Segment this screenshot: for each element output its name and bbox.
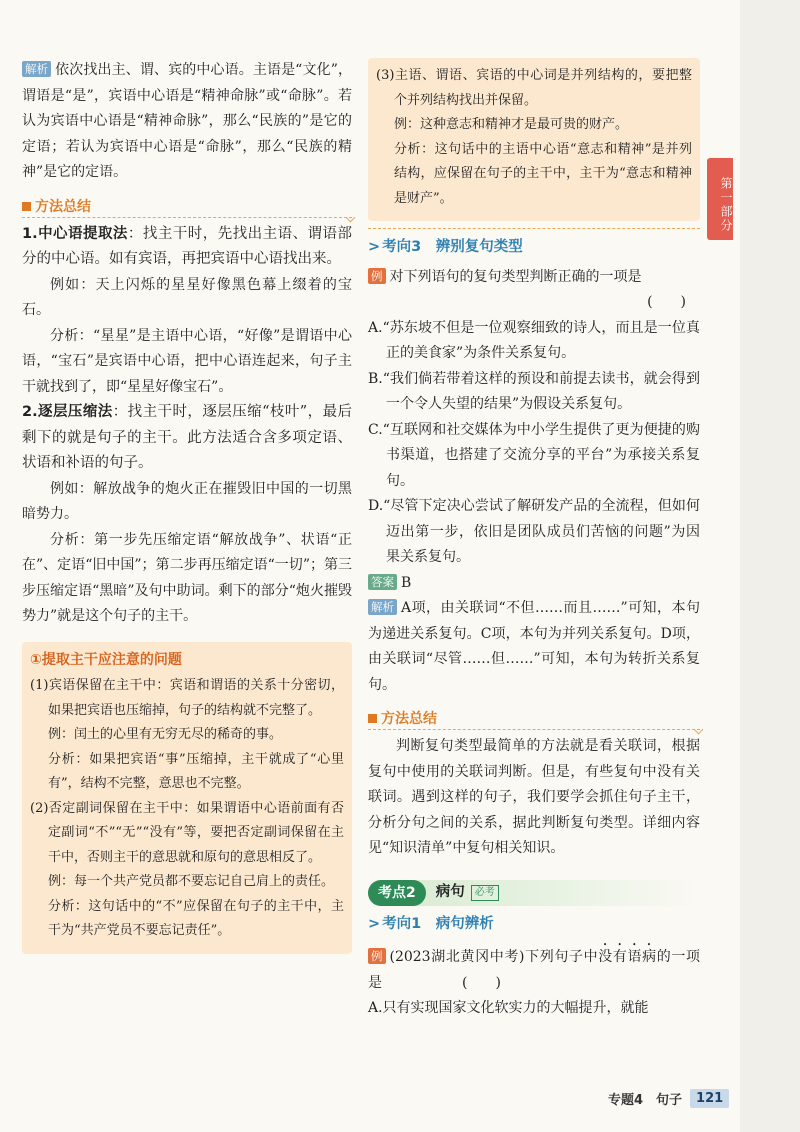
- option-c: C.“互联网和社交媒体为中小学生提供了更为便捷的购书渠道，也搭建了交流分享的平台”为承接关系复句。: [368, 421, 700, 489]
- note-point-1-example: 例：闰土的心里有无穷无尽的稀奇的事。: [48, 727, 283, 742]
- bullet-square-icon: [22, 202, 31, 211]
- item-number: 1.: [22, 225, 38, 242]
- method-item-1-example: 例如：天上闪烁的星星好像黑色幕上缀着的宝石。: [22, 276, 352, 318]
- analysis-text: A项，由关联词“不但……而且……”可知，本句为递进关系复句。C项，本句为并列关系复句。D项，由关联词“尽管……但……”可知，本句为转折关系复句。: [368, 600, 700, 693]
- example-tag: 例: [368, 268, 386, 284]
- method-item-1: [22, 222, 352, 273]
- method-summary-heading: [368, 708, 700, 730]
- must-test-badge: 必考: [471, 885, 499, 901]
- note-heading: ①提取主干应注意的问题: [30, 651, 182, 668]
- item-title: 中心语提取法: [37, 225, 128, 242]
- note-box: [22, 642, 352, 954]
- right-column: [368, 58, 700, 1022]
- question-stem-2: [368, 941, 700, 996]
- bullet-square-icon: [368, 714, 377, 723]
- answer-analysis: [368, 596, 700, 698]
- option-d: D.“尽管下定决心尝试了解研发产品的全流程，但如何迈出第一步，依旧是团队成员们苦恼的问题”为因果关系复句。: [368, 498, 700, 565]
- method-summary-label: 方法总结: [35, 198, 91, 215]
- option-b: B.“我们倘若带着这样的预设和前提去读书，就会得到一个令人失望的结果”为假设关系复句。: [368, 370, 700, 412]
- exam-direction-1-heading: [368, 912, 700, 938]
- footer-section-label: 专题4 句子: [608, 1092, 683, 1108]
- exam-point-label: 考点2: [368, 880, 426, 906]
- dashed-divider: [22, 217, 352, 218]
- chevron-right-icon: >: [368, 915, 381, 932]
- question-stem: [368, 265, 700, 291]
- analysis-tag: 解析: [22, 61, 51, 77]
- note-point-2: (2)否定副词保留在主干中：如果谓语中心语前面有否定副词“不”“无”“没有”等，要把否定副词保留在主干中，否则主干的意思就和原句的意思相反了。: [30, 800, 344, 865]
- analysis-text: 依次找出主、谓、宾的中心语。主语是“文化”，谓语是“是”，宾语中心语是“精神命脉”或“命脉”。若认为宾语中心语是“精神命脉”，那么“民族的”是它的定语；若认为宾语中心语是“命脉”，那么“民族的精神”是它的定语。: [22, 62, 352, 180]
- chevron-right-icon: >: [368, 239, 381, 255]
- method-item-2-analysis: 分析：第一步先压缩定语“解放战争”、状语“正在”、定语“旧中国”；第二步再压缩定语“一切”；第三步压缩定语“黑暗”及句中助词。剩下的部分“炮火摧毁势力”就是这个句子的主干。: [22, 531, 352, 624]
- item-number: 2.: [22, 404, 38, 420]
- question-emphasis: 没有语病: [598, 949, 657, 965]
- exam-point-2-banner: [368, 880, 700, 906]
- section-side-tab[interactable]: 第一部分: [707, 158, 733, 240]
- item-title: 逐层压缩法: [37, 404, 113, 420]
- exam-direction-3-heading: [368, 235, 700, 261]
- method-summary-heading: [22, 196, 352, 218]
- dashed-divider: [368, 729, 700, 730]
- method-summary-label: 方法总结: [381, 711, 437, 727]
- method-item-2: [22, 400, 352, 477]
- continued-note-box: [368, 58, 700, 221]
- answer-line: [368, 571, 700, 597]
- note-point-2-analysis: 分析：这句话中的“不”应保留在句子的主干中，主干为“共产党员不要忘记责任”。: [48, 898, 344, 938]
- answer-tag: 答案: [368, 574, 397, 590]
- note-point-2-example: 例：每一个共产党员都不要忘记自己肩上的责任。: [48, 874, 335, 889]
- question-text: 对下列语句的复句类型判断正确的一项是: [389, 268, 642, 285]
- method-summary-text: 判断复句类型最简单的方法就是看关联词，根据复句中使用的关联词判断。但是，有些复句中没有关联词。遇到这样的句子，我们要学会抓住句子主干，分析分句之间的关系，据此判断复句类型。详细内容见“知识清单”中复句相关知识。: [368, 738, 700, 856]
- page-footer: [608, 1086, 729, 1110]
- example-tag: 例: [368, 948, 386, 964]
- exam-direction-3-title: 考向3 辨别复句类型: [382, 239, 523, 255]
- note-point-1-analysis: 分析：如果把宾语“事”压缩掉，主干就成了“心里有”，结构不完整，意思也不完整。: [48, 751, 344, 791]
- exam-direction-1-title: 考向1 病句辨析: [382, 915, 494, 932]
- analysis-tag: 解析: [368, 599, 397, 615]
- option-a: A.“苏东坡不但是一位观察细致的诗人，而且是一位真正的美食家”为条件关系复句。: [368, 319, 700, 361]
- note-point-1: (1)宾语保留在主干中：宾语和谓语的关系十分密切，如果把宾语也压缩掉，句子的结构就不完整了。: [30, 678, 344, 718]
- item-text: ：找主干时，先找出主语、谓语部分的中心语。如有宾语，再把宾语中心语找出来。: [22, 225, 352, 267]
- left-column: [22, 58, 352, 954]
- method-item-2-example: 例如：解放战争的炮火正在摧毁旧中国的一切黑暗势力。: [22, 480, 352, 522]
- note-point-3-example: 例：这种意志和精神才是最可贵的财产。: [394, 117, 629, 132]
- answer-blank-2: ( ): [462, 974, 501, 991]
- page-number: 121: [690, 1089, 729, 1108]
- method-item-1-analysis: 分析：“星星”是主语中心语，“好像”是谓语中心语，“宝石”是宾语中心语，把中心语连起来，句子主干就找到了，即“星星好像宝石”。: [22, 327, 352, 395]
- item-text: ：找主干时，逐层压缩“枝叶”，最后剩下的就是句子的主干。此方法适合含多项定语、状语和补语的句子。: [22, 404, 352, 471]
- analysis-paragraph: [22, 58, 352, 186]
- question-text-prefix: (2023湖北黄冈中考)下列句子中: [389, 949, 599, 965]
- option-a-2: A.只有实现国家文化软实力的大幅提升，就能: [368, 1000, 649, 1016]
- note-point-3-analysis: 分析：这句话中的主语中心语“意志和精神”是并列结构，应保留在句子的主干中，主干为“意志和精神是财产”。: [394, 141, 692, 206]
- note-point-3: (3)主语、谓语、宾语的中心词是并列结构的，要把整个并列结构找出并保留。: [376, 68, 692, 108]
- page-edge: [740, 0, 800, 1132]
- answer-value: B: [401, 574, 412, 591]
- exam-point-title: 病句: [435, 883, 465, 900]
- question-text-suffix: 的一项是: [368, 949, 701, 991]
- answer-blank: ( ): [647, 294, 686, 310]
